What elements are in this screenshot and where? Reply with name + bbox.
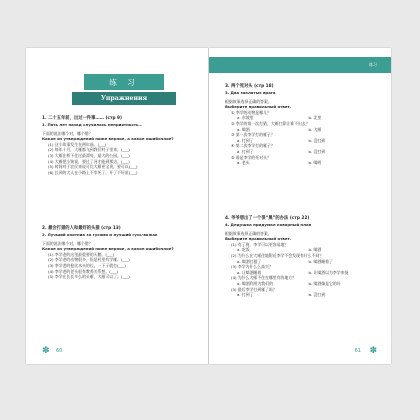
answer-options	[225, 292, 380, 298]
list-item: ② 李学的第一次打猎，大雁打算让谁不出去？	[231, 120, 310, 126]
question-4	[225, 216, 380, 298]
option-b: b. 没打到	[308, 148, 326, 154]
instruction-ru: Какое из утверждений ниже верное, а какое ошибочное?	[42, 136, 174, 142]
list-item: (3) 李学为什么么高兴？	[231, 264, 273, 270]
page-number: 61	[354, 348, 361, 354]
instruction-ru: Какое из утверждений ниже верное, а какое ошибочное?	[42, 246, 174, 252]
list-item: (1) 李学老的这里最重要的天鹅。(___)	[48, 251, 115, 257]
question-heading-ru: 2. Лучший охотник за гусями и лучший гусь-вожак	[42, 232, 158, 237]
page-header	[209, 57, 391, 73]
list-item: (1) 有了狗，李学可以更容易地？	[231, 241, 289, 247]
answer-options	[225, 149, 380, 155]
flower-icon: ✽	[369, 346, 377, 356]
instruction-ru: Выберите правильный ответ.	[225, 104, 292, 110]
answer-options	[225, 160, 380, 166]
list-item: (5) 李学在长长多么的头雁，大雁可以了。(___)	[48, 274, 130, 280]
question-heading: 1. 二十五年前，出过一件事…… (стр 9)	[42, 116, 122, 121]
list-item: (4) 大雁把小狗说，要过了河才能到那边。(___)	[48, 158, 130, 164]
list-item: ③ 第一次李学打的雁子？	[231, 132, 275, 138]
question-heading-ru: 3. Два заклятых врага	[225, 90, 276, 95]
option-a: a. 老头	[237, 160, 250, 166]
option-a: a. 喝酒	[237, 126, 250, 132]
instruction-ru: Выберите правильный ответ.	[225, 236, 292, 242]
list-item: ⑤ 谁是李学的死对头？	[231, 154, 271, 160]
left-page	[26, 48, 208, 364]
list-item: (5) 时间对于农民来说可比大雁更宝贵，要可以(___)	[48, 164, 138, 170]
list-item: (4) 为什么大雁不住在哪里有的地方？	[231, 275, 297, 281]
list-item: (6) 长颈的大人在小路上不幸死了，开了不好说(___)	[48, 169, 138, 175]
option-a: a. 让喝酒睡着	[237, 269, 262, 275]
instruction-cn: 下面的说法哪个对，哪个错？	[42, 130, 93, 136]
list-item: (4) 李学老的老头很有教养关系想。(___)	[48, 268, 119, 274]
header-label: 练习	[369, 62, 377, 67]
exercise-subtitle: Упражнения	[72, 92, 176, 105]
page-number: 60	[56, 348, 63, 354]
option-b: b. 喝酒像是它的好	[308, 280, 341, 286]
option-b: b. 喝酒睡着了	[308, 258, 333, 264]
question-3	[225, 84, 380, 166]
option-b: b. 北里	[308, 115, 322, 121]
question-1	[42, 116, 197, 175]
question-2	[42, 226, 197, 280]
instruction-cn: 根据故事选择正确的答案。	[225, 98, 272, 104]
answer-options	[225, 281, 380, 287]
option-a: a. 吃饭	[237, 247, 250, 253]
question-heading-ru: 4. Дедушка придумал коварный план	[225, 222, 312, 227]
option-a: a. 喝酒利用为我们的	[237, 280, 273, 286]
option-a: a. 喝酒打猎了	[237, 258, 262, 264]
option-b: b. 没打到	[308, 292, 326, 298]
question-heading: 2. 最会打猎的人和最好的头猎 (стр 13)	[42, 226, 121, 231]
list-item: (3) 大雁在桥下住过最漂亮、最大的公园。(___)	[48, 152, 130, 158]
list-item: (1) 这个故事发生在两年前。(___)	[48, 141, 107, 147]
instruction-cn: 下面的说法哪个对，哪个错？	[42, 240, 93, 246]
option-a: a. 打到了	[237, 292, 254, 298]
option-a: a. 东坡里	[237, 115, 254, 121]
option-b: b. 让喝酒以为李学来捉	[308, 269, 349, 275]
list-item: (3) 李学老的枪比木头的长，一下子就打(___)	[48, 262, 126, 268]
list-item: (2) 李学老的动物很多，但是村里有学雁。(___)	[48, 257, 130, 263]
question-heading: 4. 爷爷想出了一个很“黑”的办法 (стр 22)	[225, 216, 310, 221]
option-b: b. 没打到	[308, 137, 326, 143]
right-page	[209, 48, 391, 364]
list-item: (2) 每年十月，大雁都飞到我们村子里来。(___)	[48, 147, 130, 153]
list-item: ① 李学的动物是哪儿？	[231, 109, 271, 115]
option-b: b. 大雁	[308, 126, 322, 132]
question-heading-ru: 1. Пять лет назад случилась неприятность…	[42, 122, 143, 127]
instruction-cn: 根据故事选择正确的答案。	[225, 230, 272, 236]
list-item: (2) 为什么在大雁住地附近李学不会发现有什么不同？	[231, 252, 324, 258]
option-b: b. 喝酒	[308, 247, 322, 253]
question-heading: 3. 两个死对头 (стр 18)	[225, 84, 274, 89]
option-b: b. 喝哟	[308, 160, 322, 166]
list-item: (5) 最后李学打到雁了吗？	[231, 286, 277, 292]
option-a: a. 打到了	[237, 137, 254, 143]
option-a: a. 打到了	[237, 148, 254, 154]
flower-icon: ✽	[42, 346, 50, 356]
list-item: ④ 第二次李学打的雁子？	[231, 143, 275, 149]
exercise-title: 练 习	[84, 74, 164, 90]
